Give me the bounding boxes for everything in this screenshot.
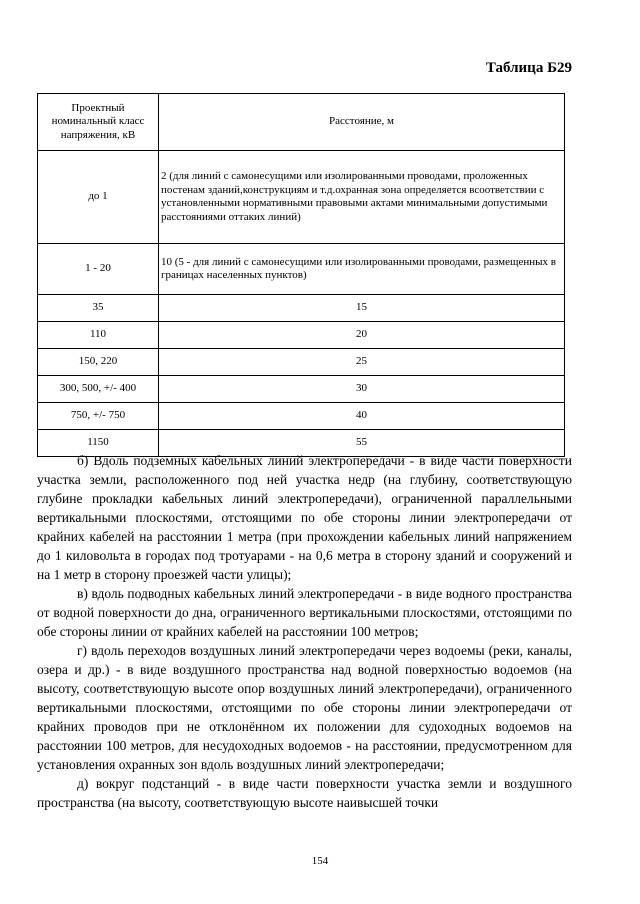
voltage-cell: до 1 <box>38 151 159 244</box>
paragraph-d: д) вокруг подстанций - в виде части поверхности участка земли и воздушного пространства (на высоту, соответствующую высоте наивысшей точки <box>37 776 572 810</box>
page-number: 154 <box>311 855 329 867</box>
table-row <box>38 376 565 403</box>
header-distance: Расстояние, м <box>159 94 565 151</box>
distance-cell: 15 <box>159 295 565 322</box>
distance-cell: 30 <box>159 376 565 403</box>
header-voltage-class: Проектный номинальный класс напряжения, кВ <box>38 94 159 151</box>
voltage-cell: 1 - 20 <box>38 244 159 295</box>
paragraph-v: в) вдоль подводных кабельных линий электропередачи - в виде водного пространства от водной поверхности до дна, ограниченного вертикальными плоскостями, отстоящими по обе стороны линии от крайних кабелей на расстоянии 100 метров; <box>37 586 572 639</box>
distance-cell: 55 <box>159 430 565 457</box>
table-row <box>38 322 565 349</box>
distance-cell: 25 <box>159 349 565 376</box>
distance-table <box>37 93 565 457</box>
table-row <box>38 403 565 430</box>
voltage-cell: 110 <box>38 322 159 349</box>
paragraph-b: б) Вдоль подземных кабельных линий электропередачи - в виде части поверхности участка земли, расположенного под ней участка недр (на глубину, соответствующую глубине прокладки кабельных линий электропередачи), ограниченной параллельными вертикальными плоскостями, отстоящими по обе стороны линии электропередачи от крайних кабелей на расстоянии 1 метра (при прохождении кабельных линий напряжением до 1 киловольта в городах под тротуарами - на 0,6 метра в сторону зданий и сооружений и на 1 метр в сторону проезжей части улицы); <box>37 453 572 582</box>
voltage-cell: 1150 <box>38 430 159 457</box>
paragraph-g: г) вдоль переходов воздушных линий электропередачи через водоемы (реки, каналы, озера и др.) - в виде воздушного пространства над водной поверхностью водоемов (на высоту, соответствующую высоте опор воздушных линий электропередачи), ограниченного вертикальными плоскостями, отстоящими по обе стороны линии электропередачи от крайних проводов при не отклонённом их положении для судоходных водоемов на расстоянии 100 метров, для несудоходных водоемов - на расстоянии, предусмотренном для установления охранных зон вдоль воздушных линий электропередачи; <box>37 643 572 772</box>
voltage-cell: 35 <box>38 295 159 322</box>
table-header-row <box>38 94 565 151</box>
distance-cell: 2 (для линий с самонесущими или изолированными проводами, проложенных постенам зданий,конструкциям и т.д.охранная зона определяется всоответствии с установленными нормативными правовыми актами минимальными допустимыми расстояниями оттаких линий) <box>159 151 565 244</box>
distance-cell: 10 (5 - для линий с самонесущими или изолированными проводами, размещенных в границах населенных пунктов) <box>159 244 565 295</box>
body-text <box>37 451 572 812</box>
voltage-cell: 300, 500, +/- 400 <box>38 376 159 403</box>
table-title: Таблица Б29 <box>485 60 572 76</box>
table-row <box>38 244 565 295</box>
table-row <box>38 151 565 244</box>
distance-cell: 40 <box>159 403 565 430</box>
voltage-cell: 150, 220 <box>38 349 159 376</box>
table-row <box>38 295 565 322</box>
distance-cell: 20 <box>159 322 565 349</box>
voltage-cell: 750, +/- 750 <box>38 403 159 430</box>
table-row <box>38 349 565 376</box>
